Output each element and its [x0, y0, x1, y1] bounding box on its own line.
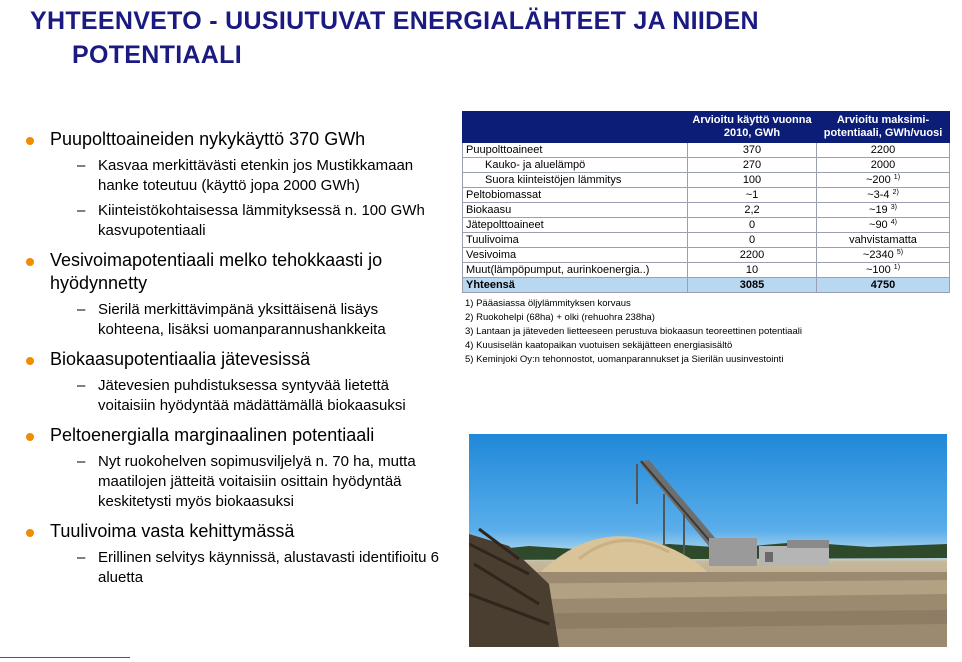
- row-label: Puupolttoaineet: [463, 143, 688, 158]
- table-header-cell: [463, 112, 688, 143]
- bullet-group: [22, 424, 442, 512]
- bullet-list: [22, 128, 442, 596]
- bullet-dot-icon: [26, 137, 34, 145]
- row-label: Vesivoima: [463, 248, 688, 263]
- sub-bullet-item: – Sierilä merkittävimpänä yksittäisenä lisäys kohteena, lisäksi uomanparannushankkeita: [77, 301, 386, 338]
- table-row: [463, 173, 950, 188]
- row-use: 0: [688, 233, 817, 248]
- table-footnotes: [465, 297, 802, 367]
- dash-icon: –: [77, 202, 86, 219]
- biomass-plant-photo: [469, 434, 947, 647]
- table-row: [463, 248, 950, 263]
- bullet-item: Tuulivoima vasta kehittymässä: [22, 520, 442, 543]
- bullet-item: Vesivoimapotentiaali melko tehokkaasti jo hyödynnetty: [22, 249, 442, 295]
- row-use: 2200: [688, 248, 817, 263]
- bullet-group: [22, 249, 442, 340]
- bullet-group: [22, 520, 442, 588]
- sub-bullet-item: – Jätevesien puhdistuksessa syntyvää lietettä voitaisiin hyödyntää mädättämällä biokaasuksi: [77, 377, 406, 414]
- row-potential: ~200 $^{1)}$: [817, 173, 950, 188]
- row-potential: 2200: [817, 143, 950, 158]
- table-header-cell: Arvioitu käyttö vuonna 2010, GWh: [688, 112, 817, 143]
- table-row: [463, 263, 950, 278]
- dash-icon: –: [77, 453, 86, 470]
- row-label: Muut(lämpöpumput, aurinkoenergia..): [463, 263, 688, 278]
- dash-icon: –: [77, 157, 86, 174]
- row-label: Peltobiomassat: [463, 188, 688, 203]
- table-row: [463, 218, 950, 233]
- footnote: 1) Pääasiassa öljylämmityksen korvaus: [465, 298, 631, 309]
- row-potential: ~19 $^{3)}$: [817, 203, 950, 218]
- table-header-cell: Arvioitu maksimi-potentiaali, GWh/vuosi: [817, 112, 950, 143]
- bullet-item: Biokaasupotentiaalia jätevesissä: [22, 348, 442, 371]
- row-potential: vahvistamatta: [817, 233, 950, 248]
- sub-bullet-item: – Nyt ruokohelven sopimusviljelyä n. 70 ha, mutta maatilojen jätteitä voitaisiin osittain hyödyntää keskitetysti myös biokaasuksi: [77, 453, 416, 510]
- row-use: 0: [688, 218, 817, 233]
- row-potential: ~90 $^{4)}$: [817, 218, 950, 233]
- title-line-1: YHTEENVETO - UUSIUTUVAT ENERGIALÄHTEET JA NIIDEN: [30, 7, 759, 35]
- bullet-dot-icon: [26, 529, 34, 537]
- row-label: Biokaasu: [463, 203, 688, 218]
- table-row: [463, 233, 950, 248]
- row-label: Suora kiinteistöjen lämmitys: [463, 173, 688, 188]
- bullet-dot-icon: [26, 433, 34, 441]
- footnote: 2) Ruokohelpi (68ha) + olki (rehuohra 238ha): [465, 312, 655, 323]
- row-use: ~1: [688, 188, 817, 203]
- dash-icon: –: [77, 549, 86, 566]
- table-row: [463, 143, 950, 158]
- footer-divider: [0, 657, 130, 658]
- bullet-item: Puupolttoaineiden nykykäyttö 370 GWh: [22, 128, 442, 151]
- sub-bullet-item: – Erillinen selvitys käynnissä, alustavasti identifioitu 6 aluetta: [77, 549, 439, 586]
- row-potential: ~100 $^{1)}$: [817, 263, 950, 278]
- table-total-row: [463, 278, 950, 293]
- title-line-2: POTENTIAALI: [72, 41, 242, 69]
- bullet-dot-icon: [26, 357, 34, 365]
- row-use: 100: [688, 173, 817, 188]
- bullet-item: Peltoenergialla marginaalinen potentiaali: [22, 424, 442, 447]
- energy-potential-table: [462, 111, 950, 293]
- row-use: 3085: [688, 278, 817, 293]
- row-use: 370: [688, 143, 817, 158]
- row-label: Kauko- ja aluelämpö: [463, 158, 688, 173]
- row-label: Tuulivoima: [463, 233, 688, 248]
- row-use: 2,2: [688, 203, 817, 218]
- row-use: 270: [688, 158, 817, 173]
- bullet-dot-icon: [26, 258, 34, 266]
- row-use: 10: [688, 263, 817, 278]
- table-row: [463, 158, 950, 173]
- table-header-row: [463, 112, 950, 143]
- row-potential: 2000: [817, 158, 950, 173]
- sub-bullet-item: – Kiinteistökohtaisessa lämmityksessä n. 100 GWh kasvupotentiaali: [77, 202, 425, 239]
- page-title: [30, 4, 930, 72]
- footnote: 5) Keminjoki Oy:n tehonnostot, uomanparannukset ja Sierilän uusinvestointi: [465, 354, 784, 365]
- dash-icon: –: [77, 301, 86, 318]
- row-potential: 4750: [817, 278, 950, 293]
- table-row: [463, 203, 950, 218]
- table-row: [463, 188, 950, 203]
- row-label: Yhteensä: [463, 278, 688, 293]
- photo-illustration: [469, 434, 947, 647]
- row-potential: ~2340 $^{5)}$: [817, 248, 950, 263]
- footnote: 3) Lantaan ja jäteveden lietteeseen perustuva biokaasun teoreettinen potentiaali: [465, 326, 802, 337]
- row-label: Jätepolttoaineet: [463, 218, 688, 233]
- dash-icon: –: [77, 377, 86, 394]
- footnote: 4) Kuusiselän kaatopaikan vuotuisen sekäjätteen energiasisältö: [465, 340, 733, 351]
- bullet-group: [22, 348, 442, 416]
- row-potential: ~3-4 $^{2)}$: [817, 188, 950, 203]
- sub-bullet-item: – Kasvaa merkittävästi etenkin jos Mustikkamaan hanke toteutuu (käyttö jopa 2000 GWh): [77, 157, 414, 194]
- bullet-group: [22, 128, 442, 241]
